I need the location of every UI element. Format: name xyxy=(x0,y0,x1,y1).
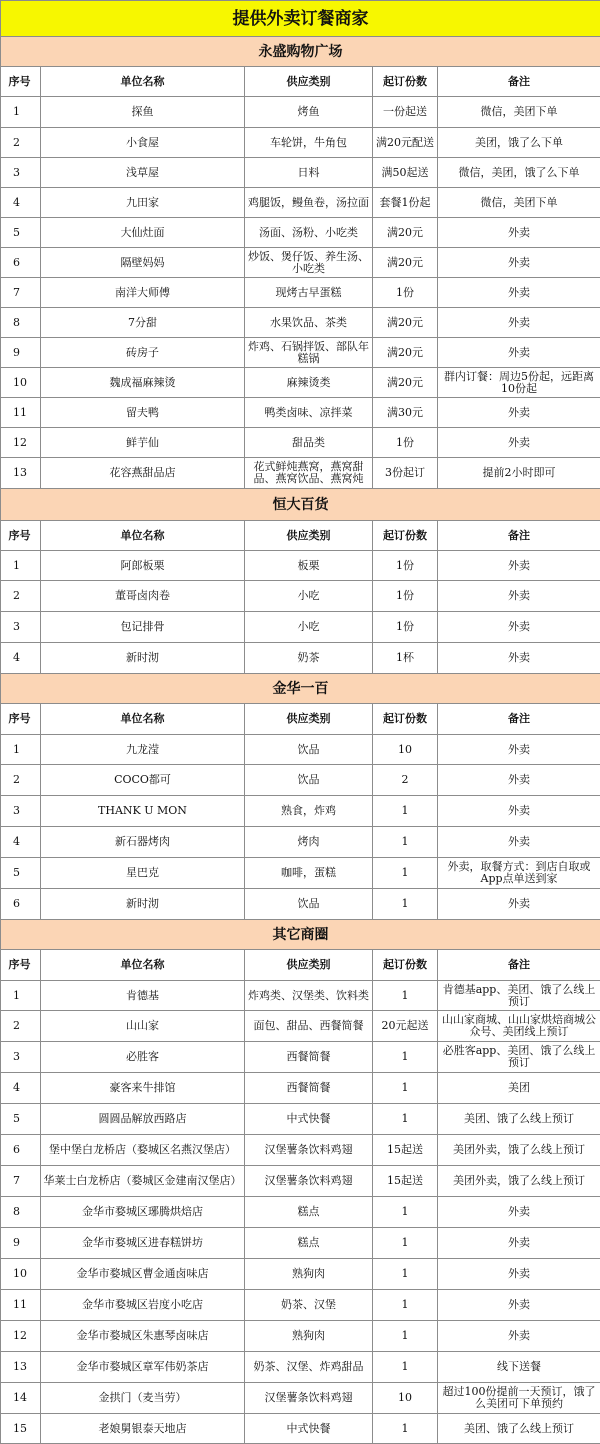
row-min-order: 1 xyxy=(373,1259,438,1290)
table-row xyxy=(1,218,600,248)
table-row xyxy=(1,889,600,920)
header-name: 单位名称 xyxy=(41,950,245,981)
row-index: 2 xyxy=(1,581,41,612)
row-note: 外卖 xyxy=(438,1259,600,1290)
row-min-order: 一份起送 xyxy=(373,97,438,128)
row-min-order: 1 xyxy=(373,1228,438,1259)
row-min-order: 2 xyxy=(373,765,438,796)
row-min-order: 满30元 xyxy=(373,398,438,428)
row-index: 1 xyxy=(1,551,41,581)
row-note: 外卖 xyxy=(438,796,600,827)
row-index: 6 xyxy=(1,1135,41,1166)
row-note: 外卖 xyxy=(438,889,600,920)
row-category: 糕点 xyxy=(245,1228,373,1259)
row-note: 外卖 xyxy=(438,308,600,338)
row-min-order: 1份 xyxy=(373,581,438,612)
row-min-order: 1份 xyxy=(373,428,438,458)
row-index: 5 xyxy=(1,1104,41,1135)
row-category: 麻辣烫类 xyxy=(245,368,373,398)
row-index: 13 xyxy=(1,1352,41,1383)
table-row xyxy=(1,765,600,796)
row-note: 外卖 xyxy=(438,827,600,858)
row-index: 6 xyxy=(1,248,41,278)
table-row xyxy=(1,858,600,889)
table-row xyxy=(1,581,600,612)
table-row xyxy=(1,1073,600,1104)
header-category: 供应类别 xyxy=(245,950,373,981)
row-index: 2 xyxy=(1,128,41,158)
row-index: 1 xyxy=(1,735,41,765)
row-note: 美团，饿了么下单 xyxy=(438,128,600,158)
header-name: 单位名称 xyxy=(41,521,245,551)
table-row xyxy=(1,248,600,278)
row-note: 外卖 xyxy=(438,581,600,612)
row-min-order: 1份 xyxy=(373,612,438,643)
row-category: 烤肉 xyxy=(245,827,373,858)
table-row xyxy=(1,1352,600,1383)
row-min-order: 1 xyxy=(373,1104,438,1135)
section-title: 其它商圈 xyxy=(1,920,600,950)
row-category: 小吃 xyxy=(245,612,373,643)
row-category: 西餐简餐 xyxy=(245,1073,373,1104)
row-category: 板栗 xyxy=(245,551,373,581)
row-name: 堡中堡白龙桥店（婺城区名燕汉堡店） xyxy=(41,1135,245,1166)
section-row xyxy=(1,674,600,704)
row-index: 2 xyxy=(1,765,41,796)
row-name: 金华市婺城区琊腾烘焙店 xyxy=(41,1197,245,1228)
merchant-table-body xyxy=(1,1,600,1444)
row-index: 2 xyxy=(1,1011,41,1042)
row-min-order: 1 xyxy=(373,981,438,1011)
row-note: 外卖 xyxy=(438,765,600,796)
row-category: 鸭类卤味、凉拌菜 xyxy=(245,398,373,428)
row-name: 包记排骨 xyxy=(41,612,245,643)
section-row xyxy=(1,489,600,521)
row-index: 1 xyxy=(1,97,41,128)
row-category: 车轮饼，牛角包 xyxy=(245,128,373,158)
row-category: 西餐简餐 xyxy=(245,1042,373,1073)
row-category: 中式快餐 xyxy=(245,1414,373,1444)
header-note: 备注 xyxy=(438,521,600,551)
row-name: 金华市婺城区章军伟奶茶店 xyxy=(41,1352,245,1383)
table-row xyxy=(1,1228,600,1259)
table-row xyxy=(1,1383,600,1414)
row-category: 现烤古早蛋糕 xyxy=(245,278,373,308)
row-min-order: 1杯 xyxy=(373,643,438,674)
row-category: 花式鲜炖燕窝，燕窝甜品、燕窝饮品、燕窝炖 xyxy=(245,458,373,489)
row-category: 烤鱼 xyxy=(245,97,373,128)
row-note: 外卖 xyxy=(438,428,600,458)
row-index: 1 xyxy=(1,981,41,1011)
row-category: 中式快餐 xyxy=(245,1104,373,1135)
header-row xyxy=(1,950,600,981)
row-name: COCO都可 xyxy=(41,765,245,796)
row-category: 炸鸡类、汉堡类、饮料类 xyxy=(245,981,373,1011)
row-min-order: 1 xyxy=(373,1197,438,1228)
row-name: 鲜芋仙 xyxy=(41,428,245,458)
row-index: 9 xyxy=(1,1228,41,1259)
header-row xyxy=(1,521,600,551)
row-name: 董哥卤肉卷 xyxy=(41,581,245,612)
row-min-order: 10 xyxy=(373,1383,438,1414)
row-note: 肯德基app、美团、饿了么线上预订 xyxy=(438,981,600,1011)
row-index: 14 xyxy=(1,1383,41,1414)
row-category: 日料 xyxy=(245,158,373,188)
row-min-order: 满20元 xyxy=(373,308,438,338)
row-index: 4 xyxy=(1,827,41,858)
row-name: 隔壁妈妈 xyxy=(41,248,245,278)
row-min-order: 1 xyxy=(373,889,438,920)
row-category: 汉堡薯条饮料鸡翅 xyxy=(245,1166,373,1197)
row-category: 水果饮品、茶类 xyxy=(245,308,373,338)
title-row xyxy=(1,1,600,37)
table-row xyxy=(1,827,600,858)
table-row xyxy=(1,612,600,643)
row-min-order: 满20元 xyxy=(373,248,438,278)
row-note: 外卖 xyxy=(438,248,600,278)
row-min-order: 3份起订 xyxy=(373,458,438,489)
table-row xyxy=(1,1011,600,1042)
row-name: 7分甜 xyxy=(41,308,245,338)
row-category: 饮品 xyxy=(245,735,373,765)
row-note: 美团外卖，饿了么线上预订 xyxy=(438,1135,600,1166)
row-name: 豪客来牛排馆 xyxy=(41,1073,245,1104)
row-note: 外卖，取餐方式：到店自取或App点单送到家 xyxy=(438,858,600,889)
row-min-order: 满20元 xyxy=(373,338,438,368)
row-name: 金华市婺城区曹金通卤味店 xyxy=(41,1259,245,1290)
header-name: 单位名称 xyxy=(41,704,245,735)
row-name: 大仙灶面 xyxy=(41,218,245,248)
row-index: 3 xyxy=(1,158,41,188)
header-row xyxy=(1,704,600,735)
row-min-order: 1 xyxy=(373,827,438,858)
table-row xyxy=(1,796,600,827)
row-note: 群内订餐：周边5份起，远距离10份起 xyxy=(438,368,600,398)
row-note: 外卖 xyxy=(438,1197,600,1228)
row-note: 美团 xyxy=(438,1073,600,1104)
row-note: 外卖 xyxy=(438,643,600,674)
row-min-order: 1 xyxy=(373,1352,438,1383)
row-index: 8 xyxy=(1,1197,41,1228)
row-name: 留夫鸭 xyxy=(41,398,245,428)
row-note: 外卖 xyxy=(438,218,600,248)
row-name: 星巴克 xyxy=(41,858,245,889)
table-row xyxy=(1,1321,600,1352)
table-row xyxy=(1,1135,600,1166)
section-title: 永盛购物广场 xyxy=(1,37,600,67)
table-row xyxy=(1,158,600,188)
row-name: 阿郎板栗 xyxy=(41,551,245,581)
row-index: 7 xyxy=(1,1166,41,1197)
row-name: 华莱士白龙桥店（婺城区金建南汉堡店） xyxy=(41,1166,245,1197)
row-index: 5 xyxy=(1,858,41,889)
row-min-order: 1 xyxy=(373,858,438,889)
section-row xyxy=(1,37,600,67)
row-note: 外卖 xyxy=(438,1321,600,1352)
row-category: 奶茶 xyxy=(245,643,373,674)
row-note: 美团、饿了么线上预订 xyxy=(438,1414,600,1444)
row-note: 提前2小时即可 xyxy=(438,458,600,489)
header-category: 供应类别 xyxy=(245,704,373,735)
row-name: 九田家 xyxy=(41,188,245,218)
row-index: 4 xyxy=(1,1073,41,1104)
row-name: 新时沏 xyxy=(41,889,245,920)
table-row xyxy=(1,1166,600,1197)
row-name: 探鱼 xyxy=(41,97,245,128)
row-category: 奶茶、汉堡、炸鸡甜品 xyxy=(245,1352,373,1383)
table-row xyxy=(1,97,600,128)
row-index: 4 xyxy=(1,188,41,218)
row-name: 砖房子 xyxy=(41,338,245,368)
row-note: 外卖 xyxy=(438,735,600,765)
row-note: 山山家商城、山山家烘焙商城公众号、美团线上预订 xyxy=(438,1011,600,1042)
table-row xyxy=(1,551,600,581)
row-name: 九龙滢 xyxy=(41,735,245,765)
table-row xyxy=(1,1414,600,1444)
header-note: 备注 xyxy=(438,950,600,981)
page-title: 提供外卖订餐商家 xyxy=(1,1,600,37)
row-min-order: 15起送 xyxy=(373,1135,438,1166)
table-row xyxy=(1,128,600,158)
row-category: 面包、甜品、西餐简餐 xyxy=(245,1011,373,1042)
row-min-order: 1 xyxy=(373,1042,438,1073)
row-min-order: 满50起送 xyxy=(373,158,438,188)
row-category: 饮品 xyxy=(245,765,373,796)
row-index: 6 xyxy=(1,889,41,920)
row-name: 金华市婺城区岩度小吃店 xyxy=(41,1290,245,1321)
row-index: 4 xyxy=(1,643,41,674)
row-name: 肯德基 xyxy=(41,981,245,1011)
row-min-order: 1份 xyxy=(373,278,438,308)
row-name: 圆圆品解放西路店 xyxy=(41,1104,245,1135)
header-index: 序号 xyxy=(1,67,41,97)
section-row xyxy=(1,920,600,950)
row-name: 小食屋 xyxy=(41,128,245,158)
row-index: 11 xyxy=(1,1290,41,1321)
row-min-order: 1份 xyxy=(373,551,438,581)
row-note: 外卖 xyxy=(438,612,600,643)
row-note: 外卖 xyxy=(438,1290,600,1321)
row-note: 美团、饿了么线上预订 xyxy=(438,1104,600,1135)
row-index: 11 xyxy=(1,398,41,428)
row-min-order: 满20元配送 xyxy=(373,128,438,158)
row-name: 南洋大师傅 xyxy=(41,278,245,308)
row-min-order: 15起送 xyxy=(373,1166,438,1197)
row-name: 浅草屋 xyxy=(41,158,245,188)
row-min-order: 1 xyxy=(373,1321,438,1352)
table-row xyxy=(1,368,600,398)
row-min-order: 1 xyxy=(373,1290,438,1321)
row-index: 12 xyxy=(1,428,41,458)
row-category: 小吃 xyxy=(245,581,373,612)
row-name: 新石器烤肉 xyxy=(41,827,245,858)
header-name: 单位名称 xyxy=(41,67,245,97)
row-note: 外卖 xyxy=(438,398,600,428)
row-name: 魏成福麻辣烫 xyxy=(41,368,245,398)
row-index: 13 xyxy=(1,458,41,489)
section-title: 恒大百货 xyxy=(1,489,600,521)
row-category: 熟食，炸鸡 xyxy=(245,796,373,827)
row-category: 炒饭、煲仔饭、养生汤、小吃类 xyxy=(245,248,373,278)
row-name: 老娘舅银泰天地店 xyxy=(41,1414,245,1444)
row-note: 外卖 xyxy=(438,338,600,368)
table-row xyxy=(1,338,600,368)
table-row xyxy=(1,1197,600,1228)
header-min-order: 起订份数 xyxy=(373,704,438,735)
row-category: 饮品 xyxy=(245,889,373,920)
row-name: 新时沏 xyxy=(41,643,245,674)
row-name: 金华市婺城区进春糕饼坊 xyxy=(41,1228,245,1259)
row-min-order: 1 xyxy=(373,1414,438,1444)
table-row xyxy=(1,428,600,458)
header-index: 序号 xyxy=(1,950,41,981)
row-note: 美团外卖，饿了么线上预订 xyxy=(438,1166,600,1197)
row-name: 山山家 xyxy=(41,1011,245,1042)
row-note: 微信，美团，饿了么下单 xyxy=(438,158,600,188)
table-row xyxy=(1,458,600,489)
row-name: 金华市婺城区朱惠琴卤味店 xyxy=(41,1321,245,1352)
table-row xyxy=(1,1290,600,1321)
row-min-order: 满20元 xyxy=(373,368,438,398)
header-row xyxy=(1,67,600,97)
row-min-order: 1 xyxy=(373,796,438,827)
header-min-order: 起订份数 xyxy=(373,521,438,551)
row-index: 10 xyxy=(1,368,41,398)
row-index: 3 xyxy=(1,612,41,643)
row-name: 花容燕甜品店 xyxy=(41,458,245,489)
table-row xyxy=(1,643,600,674)
row-category: 奶茶、汉堡 xyxy=(245,1290,373,1321)
row-note: 外卖 xyxy=(438,1228,600,1259)
row-note: 微信，美团下单 xyxy=(438,188,600,218)
row-index: 3 xyxy=(1,796,41,827)
row-note: 线下送餐 xyxy=(438,1352,600,1383)
header-note: 备注 xyxy=(438,704,600,735)
header-index: 序号 xyxy=(1,521,41,551)
table-row xyxy=(1,1042,600,1073)
header-note: 备注 xyxy=(438,67,600,97)
table-row xyxy=(1,398,600,428)
row-category: 鸡腿饭，鳗鱼卷，汤拉面 xyxy=(245,188,373,218)
row-name: 金拱门（麦当劳） xyxy=(41,1383,245,1414)
row-name: THANK U MON xyxy=(41,796,245,827)
row-note: 外卖 xyxy=(438,278,600,308)
header-category: 供应类别 xyxy=(245,67,373,97)
row-index: 9 xyxy=(1,338,41,368)
row-index: 7 xyxy=(1,278,41,308)
row-category: 熟狗肉 xyxy=(245,1259,373,1290)
section-title: 金华一百 xyxy=(1,674,600,704)
table-row xyxy=(1,1104,600,1135)
row-min-order: 1 xyxy=(373,1073,438,1104)
header-index: 序号 xyxy=(1,704,41,735)
row-category: 炸鸡、石锅拌饭、部队年糕锅 xyxy=(245,338,373,368)
header-min-order: 起订份数 xyxy=(373,67,438,97)
row-min-order: 10 xyxy=(373,735,438,765)
row-note: 必胜客app、美团、饿了么线上预订 xyxy=(438,1042,600,1073)
row-index: 10 xyxy=(1,1259,41,1290)
header-category: 供应类别 xyxy=(245,521,373,551)
row-category: 甜品类 xyxy=(245,428,373,458)
table-row xyxy=(1,278,600,308)
row-note: 外卖 xyxy=(438,551,600,581)
table-row xyxy=(1,1259,600,1290)
row-category: 汉堡薯条饮料鸡翅 xyxy=(245,1383,373,1414)
table-row xyxy=(1,735,600,765)
row-category: 汉堡薯条饮料鸡翅 xyxy=(245,1135,373,1166)
row-note: 超过100份提前一天预订，饿了么美团可下单预约 xyxy=(438,1383,600,1414)
row-category: 糕点 xyxy=(245,1197,373,1228)
row-min-order: 20元起送 xyxy=(373,1011,438,1042)
row-index: 12 xyxy=(1,1321,41,1352)
header-min-order: 起订份数 xyxy=(373,950,438,981)
row-index: 3 xyxy=(1,1042,41,1073)
row-index: 15 xyxy=(1,1414,41,1444)
table-row xyxy=(1,308,600,338)
row-note: 微信，美团下单 xyxy=(438,97,600,128)
row-category: 汤面、汤粉、小吃类 xyxy=(245,218,373,248)
row-category: 熟狗肉 xyxy=(245,1321,373,1352)
row-category: 咖啡，蛋糕 xyxy=(245,858,373,889)
table-row xyxy=(1,188,600,218)
row-index: 8 xyxy=(1,308,41,338)
row-min-order: 满20元 xyxy=(373,218,438,248)
row-min-order: 套餐1份起 xyxy=(373,188,438,218)
table-row xyxy=(1,981,600,1011)
row-name: 必胜客 xyxy=(41,1042,245,1073)
row-index: 5 xyxy=(1,218,41,248)
